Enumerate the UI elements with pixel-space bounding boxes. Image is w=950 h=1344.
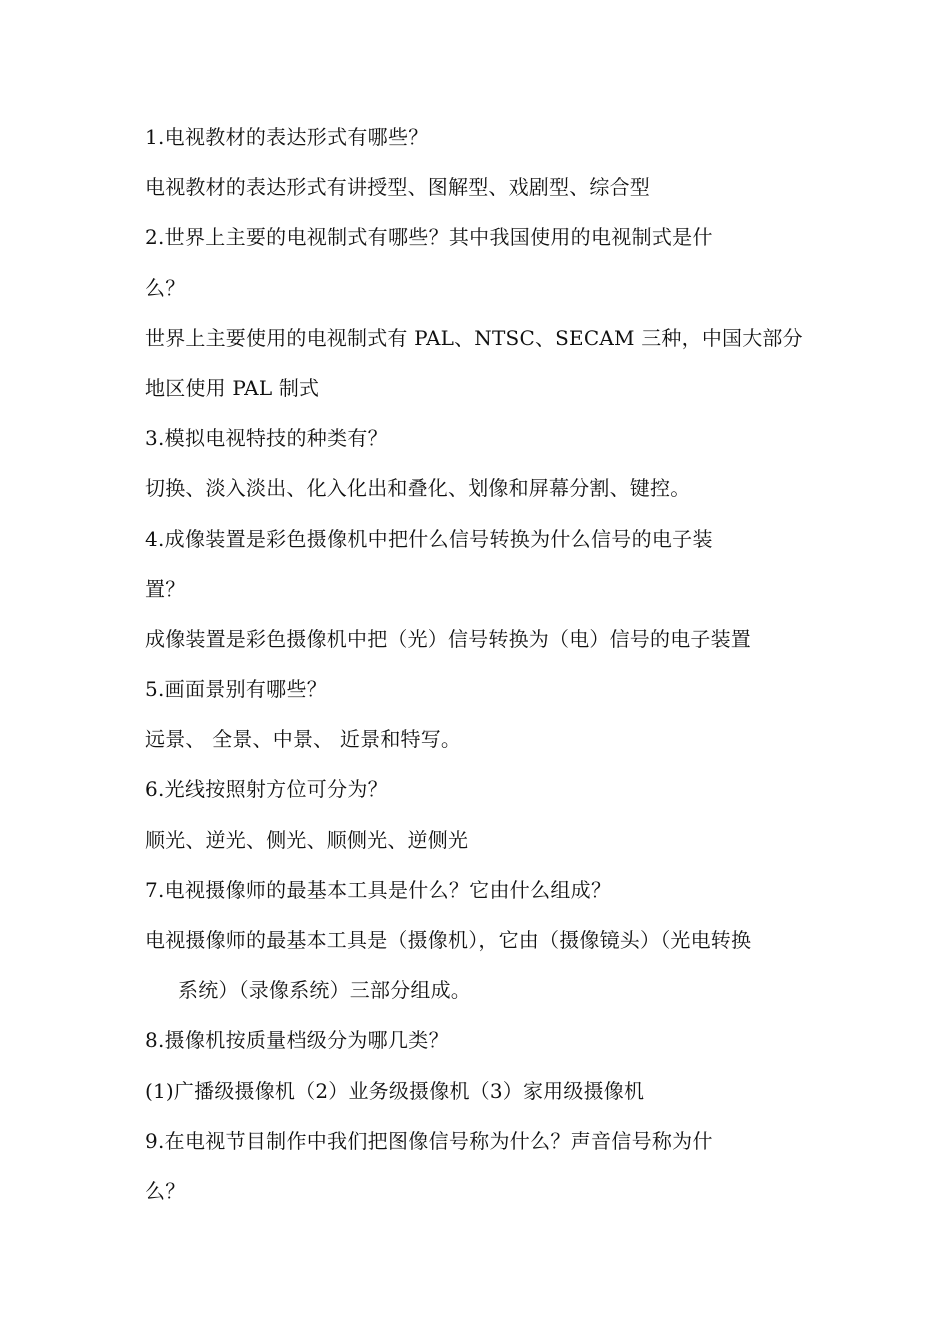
answer-2-line-1: 世界上主要使用的电视制式有 PAL、NTSC、SECAM 三种，中国大部分 [145,325,803,350]
answer-4-line-1: 成像装置是彩色摄像机中把（光）信号转换为（电）信号的电子装置 [145,626,751,651]
answer-2-line-2: 地区使用 PAL 制式 [145,375,320,400]
question-2-line-2: 么？ [145,275,186,300]
answer-1-line-1: 电视教材的表达形式有讲授型、图解型、戏剧型、综合型 [145,175,650,200]
question-7-line-1: 7.电视摄像师的最基本工具是什么？它由什么组成？ [145,877,612,902]
answer-5-line-1: 远景、 全景、中景、 近景和特写。 [145,727,462,752]
question-5-line-1: 5.画面景别有哪些？ [145,677,328,702]
qa-content [145,112,810,1216]
answer-3-line-1: 切换、淡入淡出、化入化出和叠化、划像和屏幕分割、键控。 [145,476,691,501]
answer-7-line-2: 系统）（录像系统）三部分组成。 [178,978,471,1003]
answer-8-line-1: (1)广播级摄像机（2）业务级摄像机（3）家用级摄像机 [145,1078,645,1103]
answer-6-line-1: 顺光、逆光、侧光、顺侧光、逆侧光 [145,827,469,852]
question-2-line-1: 2.世界上主要的电视制式有哪些？其中我国使用的电视制式是什 [145,225,713,250]
answer-7-line-1: 电视摄像师的最基本工具是（摄像机），它由（摄像镜头）（光电转换 [145,928,752,952]
question-9-line-2: 么？ [145,1178,186,1203]
question-9-line-1: 9.在电视节目制作中我们把图像信号称为什么？声音信号称为什 [145,1128,713,1153]
question-8-line-1: 8.摄像机按质量档级分为哪几类？ [145,1028,449,1053]
question-6-line-1: 6.光线按照射方位可分为？ [145,777,388,802]
question-4-line-2: 置？ [145,576,186,601]
question-1-line-1: 1.电视教材的表达形式有哪些？ [145,125,429,149]
question-4-line-1: 4.成像装置是彩色摄像机中把什么信号转换为什么信号的电子装 [145,526,713,551]
question-3-line-1: 3.模拟电视特技的种类有？ [145,426,388,451]
